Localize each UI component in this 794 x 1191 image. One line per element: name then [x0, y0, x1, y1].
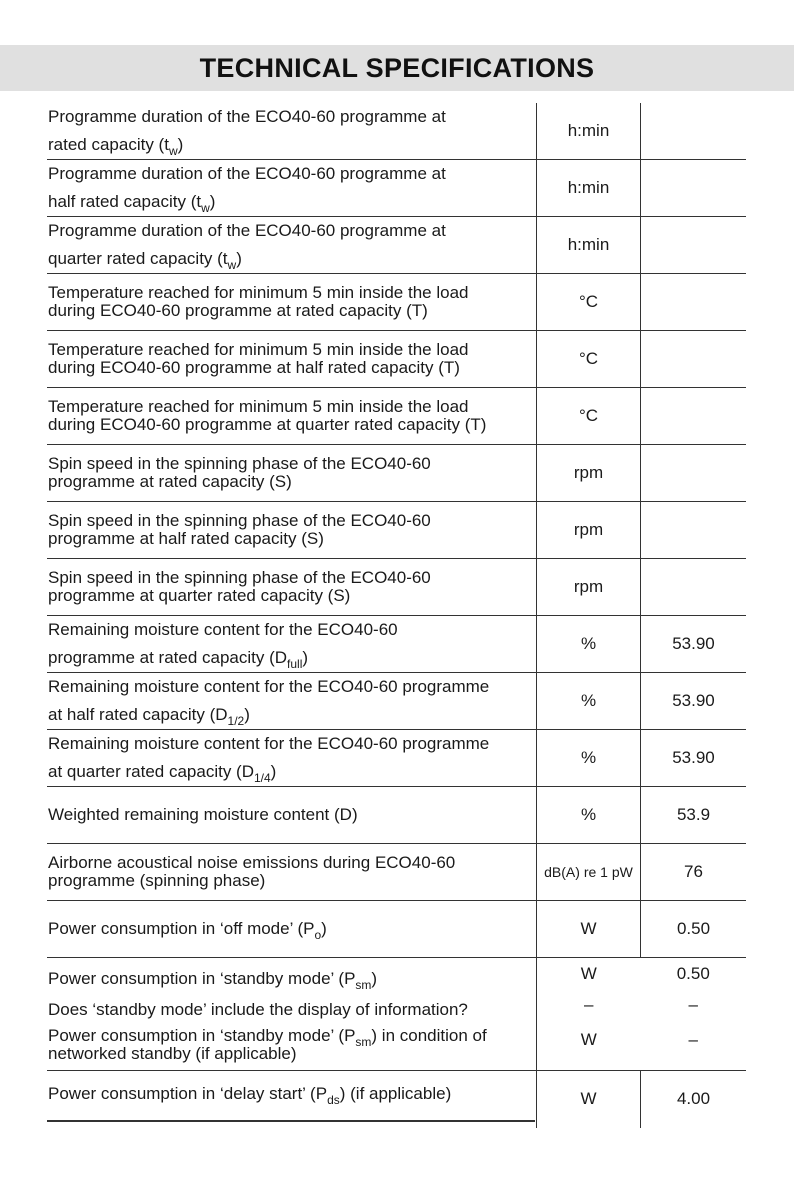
row-label: Temperature reached for minimum 5 min inside the load: [48, 283, 469, 302]
row-label: Power consumption in ‘off mode’ (P: [48, 919, 315, 938]
row-label: Weighted remaining moisture content (D): [47, 787, 537, 844]
row-value: 53.90: [641, 616, 747, 673]
networked-standby-unit: W: [580, 1030, 597, 1049]
table-row: Remaining moisture content for the ECO40-60 programme at quarter rated capacity $(D_{1/4})$ % 53.90: [47, 730, 746, 787]
spec-table: [47, 103, 746, 1128]
row-unit: °C: [537, 331, 641, 388]
row-unit: W: [537, 901, 641, 958]
row-unit: %: [537, 673, 641, 730]
row-value: 53.9: [641, 787, 747, 844]
row-value: [641, 559, 747, 616]
networked-standby-value: –: [688, 1030, 698, 1049]
row-unit: %: [537, 787, 641, 844]
table-row: Programme duration of the ECO40-60 programme at half rated capacity $(t_w)$ h:min: [47, 160, 746, 217]
row-label: Temperature reached for minimum 5 min inside the load: [48, 340, 469, 359]
table-row: Programme duration of the ECO40-60 programme at quarter rated capacity $(t_w)$ h:min: [47, 217, 746, 274]
row-value: [641, 160, 747, 217]
standby-value: 0.50: [676, 964, 710, 983]
delay-start-value: 4.00: [676, 1089, 711, 1109]
row-label: Spin speed in the spinning phase of the ECO40-60: [48, 511, 431, 530]
row-label: Remaining moisture content for the ECO40-60: [48, 620, 398, 639]
row-unit: rpm: [537, 445, 641, 502]
standby-display-label: Does ‘standby mode’ include the display of information?: [48, 1000, 468, 1019]
row-value: [641, 217, 747, 274]
row-unit: °C: [537, 274, 641, 331]
row-unit: h:min: [537, 160, 641, 217]
row-label: Airborne acoustical noise emissions during ECO40-60: [48, 853, 456, 872]
standby-display-unit: –: [584, 995, 594, 1014]
row-value: [641, 103, 747, 160]
row-value: 53.90: [641, 730, 747, 787]
row-value: 0.50: [641, 901, 747, 958]
row-label: Spin speed in the spinning phase of the ECO40-60: [48, 454, 431, 473]
row-unit: rpm: [537, 502, 641, 559]
page-title: TECHNICAL SPECIFICATIONS: [199, 53, 595, 83]
table-bottom-rule: [47, 1120, 535, 1122]
row-unit: h:min: [537, 103, 641, 160]
row-unit: °C: [537, 388, 641, 445]
row-label: Programme duration of the ECO40-60 programme at: [48, 164, 446, 183]
row-value: [641, 445, 747, 502]
row-value: [641, 331, 747, 388]
standby-label: Power consumption in ‘standby mode’ $(P_{sm})$: [48, 969, 378, 992]
row-label: Remaining moisture content for the ECO40-60 programme: [48, 734, 490, 753]
standby-row: [47, 958, 746, 1071]
table-row: Temperature reached for minimum 5 min inside the load during ECO40-60 programme at rated capacity (T) °C: [47, 274, 746, 331]
table-row: Spin speed in the spinning phase of the ECO40-60 programme at half rated capacity (S) rpm: [47, 502, 746, 559]
row-label: Temperature reached for minimum 5 min inside the load: [48, 397, 469, 416]
row-value: [641, 388, 747, 445]
title-bar: [0, 45, 794, 91]
row-value: [641, 502, 747, 559]
table-row: Power consumption in ‘off mode’ $(P_o)$ W 0.50: [47, 901, 746, 958]
row-value: 76: [641, 844, 747, 901]
table-row: Temperature reached for minimum 5 min inside the load during ECO40-60 programme at half rated capacity (T) °C: [47, 331, 746, 388]
table-row: [47, 787, 746, 844]
row-label: Spin speed in the spinning phase of the ECO40-60: [48, 568, 431, 587]
table-row: Spin speed in the spinning phase of the ECO40-60 programme at quarter rated capacity (S) rpm: [47, 559, 746, 616]
table-row: Airborne acoustical noise emissions during ECO40-60 programme (spinning phase) dB(A) re 1 pW 76: [47, 844, 746, 901]
row-unit: h:min: [537, 217, 641, 274]
row-unit: %: [537, 616, 641, 673]
networked-standby-label: Power consumption in ‘standby mode’ $(P_{sm})$ in condition of networked standby (if applicable): [48, 1026, 487, 1063]
row-label: Remaining moisture content for the ECO40-60 programme: [48, 677, 490, 696]
table-row: Remaining moisture content for the ECO40-60 programme at rated capacity $(D_{full})$ % 53.90: [47, 616, 746, 673]
row-value: [641, 274, 747, 331]
table-row: Remaining moisture content for the ECO40-60 programme at half rated capacity $(D_{1/2})$ % 53.90: [47, 673, 746, 730]
standby-unit: W: [580, 964, 597, 983]
row-label: Programme duration of the ECO40-60 programme at: [48, 221, 446, 240]
table-row: Temperature reached for minimum 5 min inside the load during ECO40-60 programme at quarter rated capacity (T) °C: [47, 388, 746, 445]
row-unit: %: [537, 730, 641, 787]
row-value: 53.90: [641, 673, 747, 730]
delay-start-row: Power consumption in ‘delay start’ $(P_{ds})$ (if applicable) W 4.00: [47, 1071, 746, 1128]
standby-display-value: –: [688, 995, 698, 1014]
row-unit: dB(A) re 1 pW: [537, 844, 641, 901]
row-unit: rpm: [537, 559, 641, 616]
table-row: Programme duration of the ECO40-60 programme at rated capacity $(t_w)$ h:min: [47, 103, 746, 160]
delay-start-unit: W: [537, 1071, 641, 1128]
delay-start-label: Power consumption in ‘delay start’ (P: [48, 1084, 328, 1103]
table-row: Spin speed in the spinning phase of the ECO40-60 programme at rated capacity (S) rpm: [47, 445, 746, 502]
row-label: Programme duration of the ECO40-60 programme at: [48, 107, 446, 126]
